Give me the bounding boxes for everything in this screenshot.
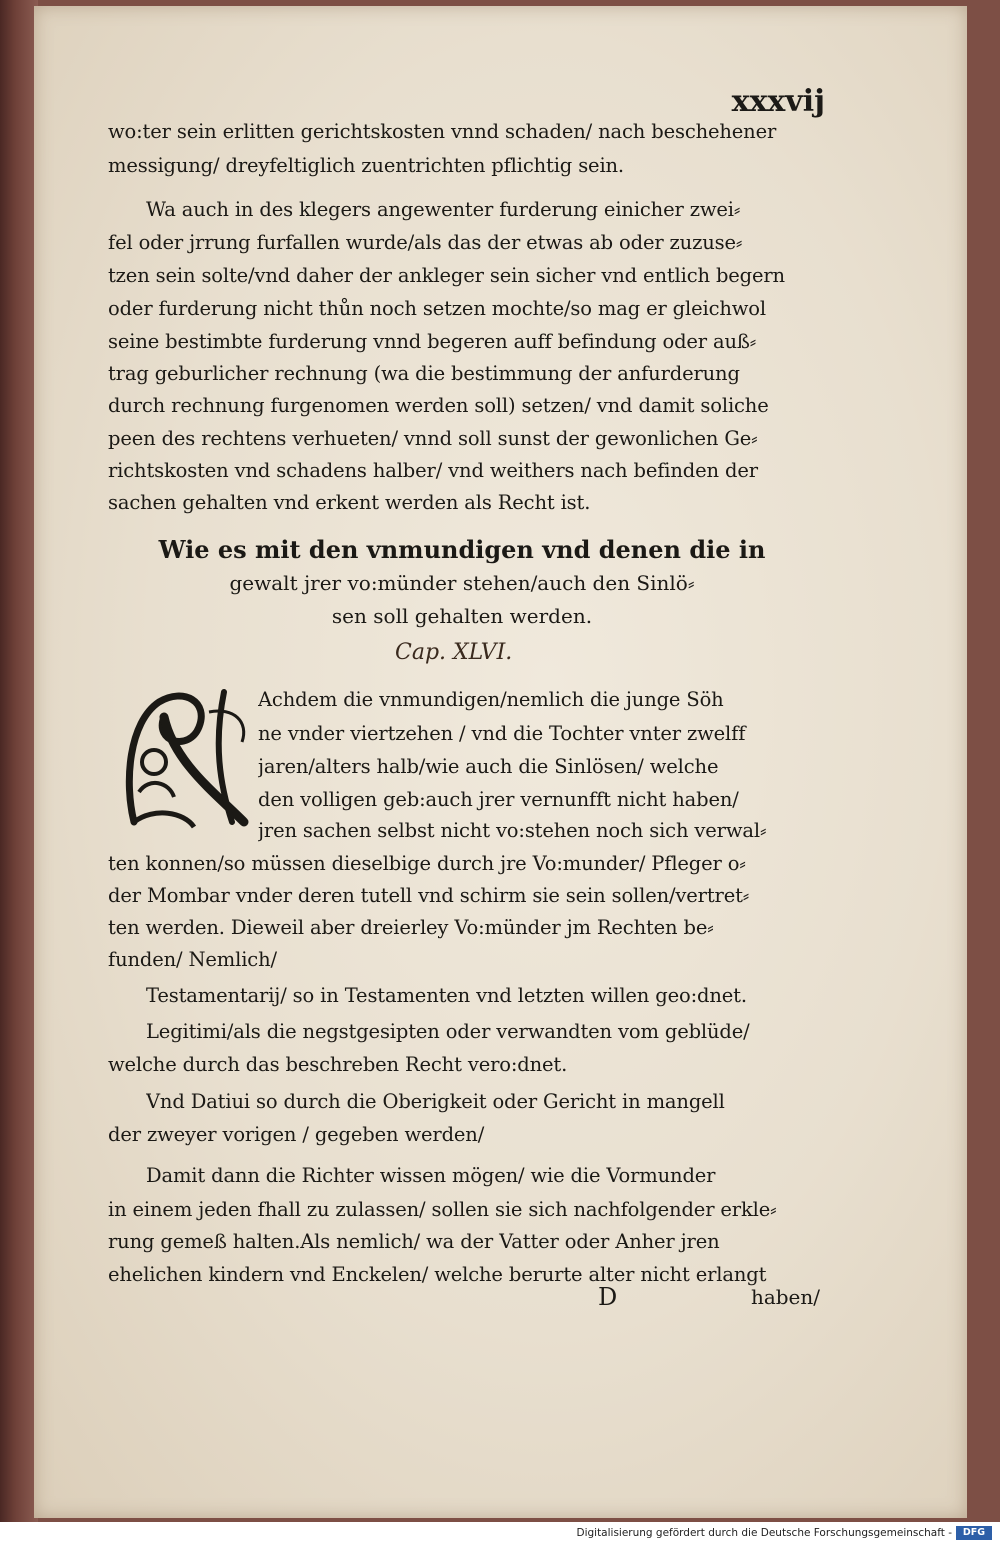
text-line: welche durch das beschreben Recht vero:dnet. xyxy=(108,1053,568,1076)
text-line: ne vnder viertzehen / vnd die Tochter vnter zwelff xyxy=(258,722,746,745)
text-line: in einem jeden fhall zu zulassen/ sollen sie sich nachfolgender erkle⸗ xyxy=(108,1198,777,1221)
chapter-heading-line: Wie es mit den vnmundigen vnd denen die in xyxy=(158,535,766,564)
text-line: Damit dann die Richter wissen mögen/ wie die Vormunder xyxy=(146,1164,716,1187)
text-line: Wa auch in des klegers angewenter furderung einicher zwei⸗ xyxy=(146,198,741,221)
text-line: seine bestimbte furderung vnnd begeren auff befindung oder auß⸗ xyxy=(108,330,757,353)
text-line: fel oder jrrung furfallen wurde/als das der etwas ab oder zuzuse⸗ xyxy=(108,231,743,254)
chapter-heading-line: gewalt jrer vo:münder stehen/auch den Sinlö⸗ xyxy=(229,571,695,595)
text-line: ten konnen/so müssen dieselbige durch jre Vo:munder/ Pfleger o⸗ xyxy=(108,852,746,875)
text-line: funden/ Nemlich/ xyxy=(108,948,277,971)
text-line: tzen sein solte/vnd daher der ankleger sein sicher vnd entlich begern xyxy=(108,264,785,287)
text-line: oder furderung nicht thůn noch setzen mochte/so mag er gleichwol xyxy=(108,297,766,320)
text-line: jaren/alters halb/wie auch die Sinlösen/ welche xyxy=(258,755,719,778)
text-line: wo:ter sein erlitten gerichtskosten vnnd schaden/ nach beschehener xyxy=(108,120,777,143)
text-line: ehelichen kindern vnd Enckelen/ welche berurte alter nicht erlangt xyxy=(108,1263,767,1286)
text-line: den volligen geb:auch jrer vernunfft nicht haben/ xyxy=(258,788,739,811)
catchword: haben/ xyxy=(750,1285,820,1309)
text-line: Legitimi/als die negstgesipten oder verwandten vom geblüde/ xyxy=(146,1020,750,1043)
footer-bar xyxy=(0,1522,1000,1545)
text-line: der Mombar vnder deren tutell vnd schirm sie sein sollen/vertret⸗ xyxy=(108,884,750,907)
funding-notice: Digitalisierung gefördert durch die Deutsche Forschungsgemeinschaft - xyxy=(576,1527,952,1539)
text-line: rung gemeß halten.Als nemlich/ wa der Vatter oder Anher jren xyxy=(108,1230,720,1253)
text-line: Achdem die vnmundigen/nemlich die junge Söh xyxy=(258,688,724,711)
chapter-heading-line: sen soll gehalten werden. xyxy=(331,604,593,628)
text-line: ten werden. Dieweil aber dreierley Vo:münder jm Rechten be⸗ xyxy=(108,916,714,939)
text-line: sachen gehalten vnd erkent werden als Recht ist. xyxy=(108,491,591,514)
text-line: peen des rechtens verhueten/ vnnd soll sunst der gewonlichen Ge⸗ xyxy=(108,427,758,450)
text-line: messigung/ dreyfeltiglich zuentrichten pflichtig sein. xyxy=(108,154,624,177)
text-line: trag geburlicher rechnung (wa die bestimmung der anfurderung xyxy=(108,362,740,385)
signature-mark: D xyxy=(598,1283,618,1311)
chapter-number: Cap. XLVI. xyxy=(395,640,513,665)
folio-number: xxxvij xyxy=(731,84,825,119)
decorated-initial xyxy=(114,682,264,832)
text-line: der zweyer vorigen / gegeben werden/ xyxy=(108,1123,485,1146)
book-spine xyxy=(0,0,38,1522)
text-line: richtskosten vnd schadens halber/ vnd weithers nach befinden der xyxy=(108,459,758,482)
text-line: jren sachen selbst nicht vo:stehen noch sich verwal⸗ xyxy=(258,819,767,842)
dropcap-letter: N xyxy=(176,758,194,782)
text-line: Testamentarij/ so in Testamenten vnd letzten willen geo:dnet. xyxy=(146,984,747,1007)
text-line: Vnd Datiui so durch die Oberigkeit oder Gericht in mangell xyxy=(146,1090,725,1113)
text-line: durch rechnung furgenomen werden soll) setzen/ vnd damit soliche xyxy=(108,394,769,417)
dfg-logo: DFG xyxy=(956,1526,992,1540)
